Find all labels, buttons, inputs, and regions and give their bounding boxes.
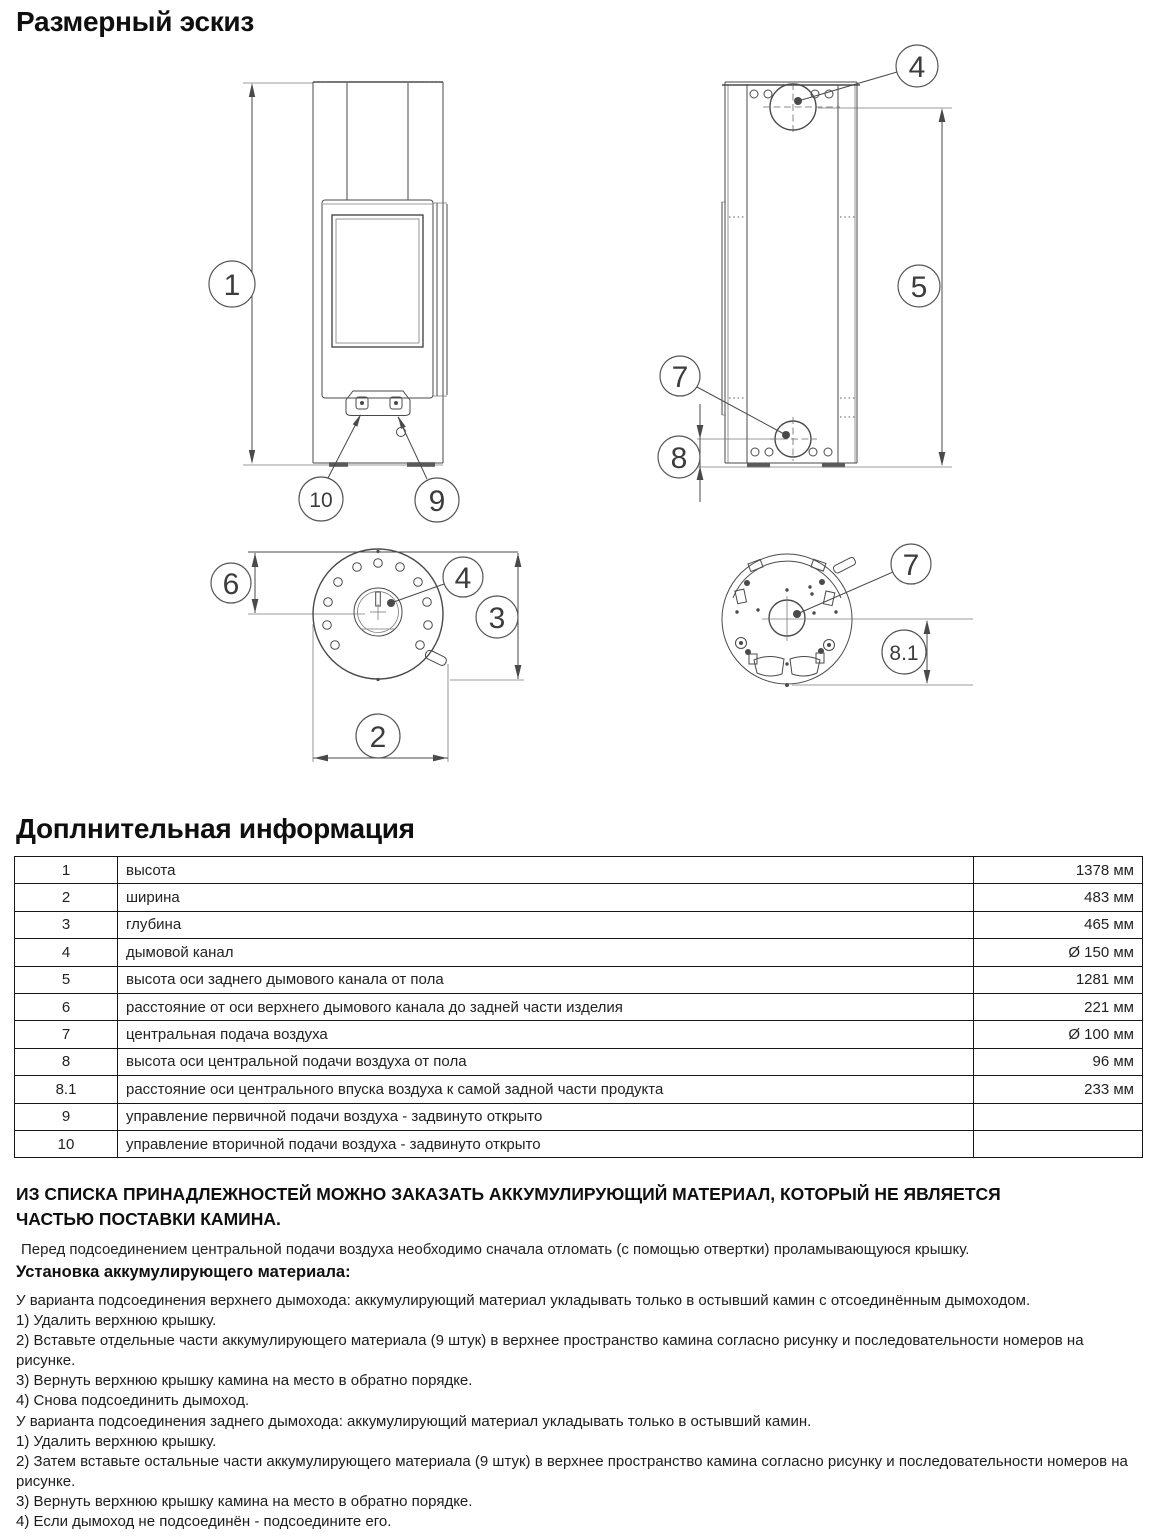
variant-rear-step-3: 3) Вернуть верхнюю крышку камина на место в обратно порядке. (16, 1492, 473, 1510)
door-glass (332, 215, 423, 347)
row-number: 5 (15, 966, 118, 993)
stove-rear-outline (722, 82, 860, 468)
variant-top-step-4: 4) Снова подсоединить дымоход. (16, 1391, 250, 1409)
table-row (15, 1076, 1143, 1103)
row-value: Ø 100 мм (974, 1021, 1143, 1048)
variant-rear-step-1: 1) Удалить верхнюю крышку. (16, 1432, 217, 1450)
table-row (15, 939, 1143, 966)
central-air-inlet (762, 572, 973, 641)
bottom-view (722, 544, 973, 687)
base-vents (735, 579, 838, 687)
row-value: 465 мм (974, 911, 1143, 938)
section-title: Доплнительная информация (16, 813, 415, 844)
table-row (15, 966, 1143, 993)
row-value: 96 мм (974, 1048, 1143, 1075)
install-heading: Установка аккумулирующего материала: (16, 1263, 351, 1281)
rear-view (658, 45, 952, 502)
svg-text:9: 9 (428, 485, 446, 518)
svg-text:2: 2 (369, 721, 387, 754)
row-number: 1 (15, 857, 118, 884)
row-number: 2 (15, 884, 118, 911)
row-description: высота (118, 857, 974, 884)
table-row (15, 1021, 1143, 1048)
row-description: расстояние оси центрального впуска воздуха к самой задной части продукта (118, 1076, 974, 1103)
table-row (15, 993, 1143, 1020)
row-number: 7 (15, 1021, 118, 1048)
top-flue-ring (354, 588, 402, 636)
page-title: Размерный эскиз (16, 6, 254, 37)
variant-rear-step-4: 4) Если дымоход не подсоединён - подсоедините его. (16, 1512, 392, 1530)
svg-text:5: 5 (910, 271, 928, 304)
accessories-note: ИЗ СПИСКА ПРИНАДЛЕЖНОСТЕЙ МОЖНО ЗАКАЗАТЬ АККУМУЛИРУЮЩИЙ МАТЕРИАЛ, КОТОРЫЙ НЕ ЯВЛЯЕТСЯ ЧАСТЬЮ ПОСТАВКИ КАМИНА. (16, 1184, 1001, 1229)
pre-connection-note: Перед подсоединением центральной подачи воздуха необходимо сначала отломать (с помощью отвертки) проламывающуюся крышку. (21, 1241, 970, 1258)
variant-rear-step-2: 2) Затем вставьте остальные части аккумулирующего материала (9 штук) в верхнее пространство камина согласно рисунку и последовательности номеров на рисунке. (16, 1452, 1128, 1490)
stove-door (322, 200, 447, 398)
variant-rear-intro: У варианта подсоединения заднего дымохода: аккумулирующий материал укладывать только в остывший камин. (16, 1413, 812, 1430)
row-number: 8.1 (15, 1076, 118, 1103)
table-row (15, 1130, 1143, 1157)
row-value: 221 мм (974, 993, 1143, 1020)
rear-flue-opening (750, 72, 897, 133)
row-description: центральная подача воздуха (118, 1021, 974, 1048)
door-handle-top (424, 649, 448, 667)
top-view (211, 549, 524, 762)
row-value: 483 мм (974, 884, 1143, 911)
front-view (209, 82, 459, 522)
svg-text:1: 1 (223, 269, 241, 302)
svg-text:8: 8 (670, 442, 688, 475)
table-row (15, 857, 1143, 884)
row-number: 4 (15, 939, 118, 966)
row-number: 6 (15, 993, 118, 1020)
svg-text:7: 7 (671, 361, 689, 394)
svg-text:6: 6 (222, 568, 240, 601)
door-handle-bottom (832, 556, 856, 574)
row-number: 9 (15, 1103, 118, 1130)
svg-text:4: 4 (908, 51, 926, 84)
central-air-opening (697, 387, 817, 461)
row-value: 233 мм (974, 1076, 1143, 1103)
info-table (14, 856, 1143, 1158)
variant-top-step-3: 3) Вернуть верхнюю крышку камина на место в обратно порядке. (16, 1371, 473, 1389)
variant-top-intro: У варианта подсоединения верхнего дымохода: аккумулирующий материал укладывать только в остывший камин с отсоединённым дымоходом. (16, 1292, 1031, 1309)
table-row (15, 911, 1143, 938)
svg-text:7: 7 (902, 549, 920, 582)
row-value: 1378 мм (974, 857, 1143, 884)
row-description: дымовой канал (118, 939, 974, 966)
row-value (974, 1130, 1143, 1157)
table-row (15, 884, 1143, 911)
row-description: расстояние от оси верхнего дымового канала до задней части изделия (118, 993, 974, 1020)
row-value: 1281 мм (974, 966, 1143, 993)
row-number: 8 (15, 1048, 118, 1075)
row-description: управление первичной подачи воздуха - задвинуто открыто (118, 1103, 974, 1130)
svg-text:8.1: 8.1 (889, 642, 919, 665)
row-value: Ø 150 мм (974, 939, 1143, 966)
svg-text:10: 10 (309, 489, 333, 512)
svg-text:3: 3 (488, 602, 506, 635)
install-variant-rear (16, 1412, 1144, 1531)
row-description: высота оси заднего дымового канала от пола (118, 966, 974, 993)
row-number: 3 (15, 911, 118, 938)
table-row (15, 1048, 1143, 1075)
table-row (15, 1103, 1143, 1130)
row-description: высота оси центральной подачи воздуха от пола (118, 1048, 974, 1075)
row-value (974, 1103, 1143, 1130)
variant-top-step-2: 2) Вставьте отдельные части аккумулирующего материала (9 штук) в верхнее пространство камина согласно рисунку и последовательности номеров на рисунке. (16, 1331, 1084, 1369)
row-description: глубина (118, 911, 974, 938)
row-number: 10 (15, 1130, 118, 1157)
variant-top-step-1: 1) Удалить верхнюю крышку. (16, 1311, 217, 1329)
row-description: управление вторичной подачи воздуха - задвинуто открыто (118, 1130, 974, 1157)
svg-text:4: 4 (454, 562, 472, 595)
install-variant-top (16, 1291, 1144, 1410)
row-description: ширина (118, 884, 974, 911)
